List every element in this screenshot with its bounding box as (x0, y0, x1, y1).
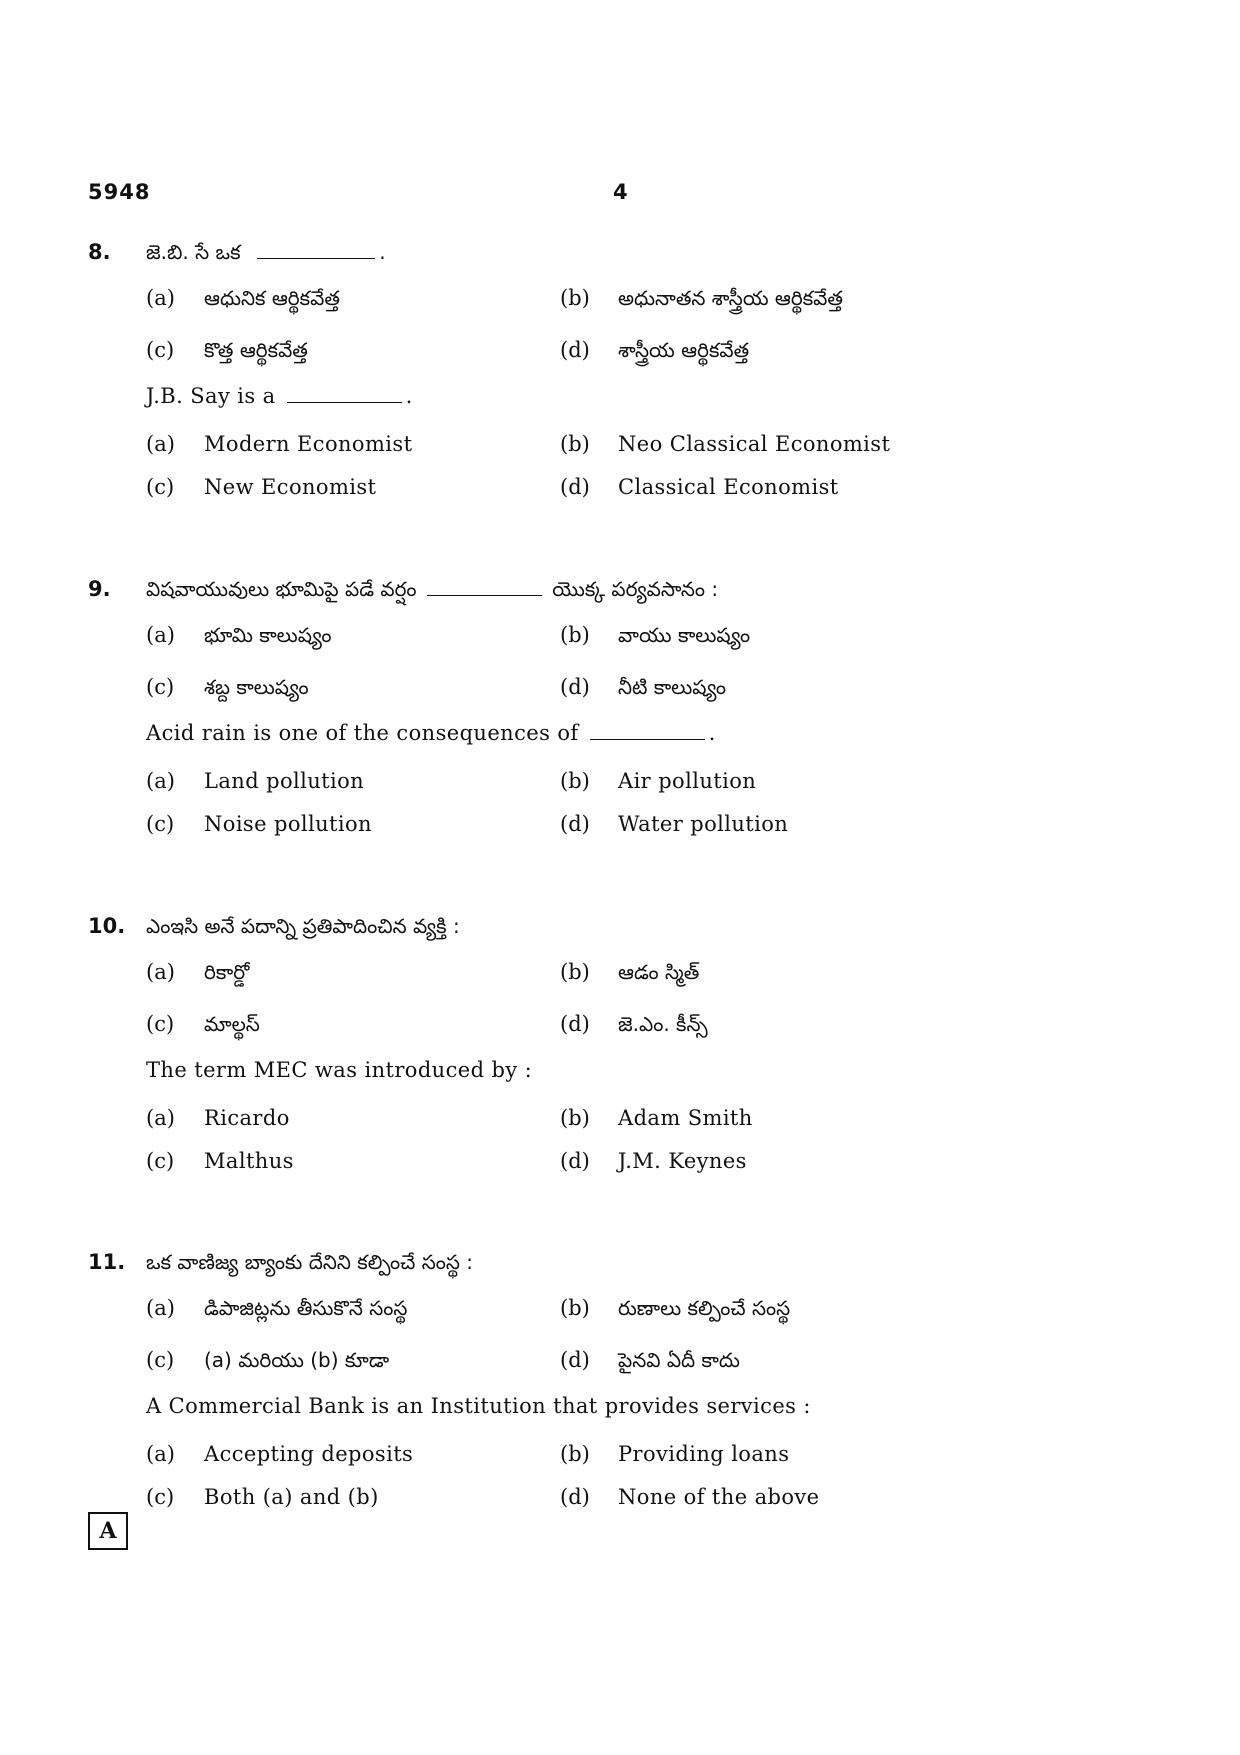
option-text: Malthus (204, 1149, 294, 1173)
english-options-row-1 (88, 1432, 1148, 1475)
question-text-telugu-part2: యొక్క పర్యవసానం : (552, 577, 719, 601)
option-text: శాస్త్రీయ ఆర్థికవేత్త (618, 338, 750, 362)
question-text-english-part1: J.B. Say is a (146, 384, 276, 408)
option-label: (c) (146, 812, 175, 836)
paper-code: 5948 (88, 180, 151, 204)
option-label: (d) (560, 812, 590, 836)
option-text: Both (a) and (b) (204, 1485, 379, 1509)
option-text: రికార్డో (204, 960, 250, 984)
option-text: వాయు కాలుష్యం (618, 623, 751, 647)
telugu-options-row-1 (88, 1286, 1148, 1338)
option-label: (a) (146, 432, 175, 456)
telugu-options-row-2 (88, 665, 1148, 717)
english-options-row-2 (88, 802, 1148, 845)
option-text: ఆధునిక ఆర్థికవేత్త (204, 286, 340, 310)
question-10 (88, 910, 1148, 1182)
option-label: (a) (146, 623, 175, 647)
option-text: Classical Economist (618, 475, 839, 499)
english-options-row-1 (88, 422, 1148, 465)
question-text-telugu-part2: . (379, 240, 386, 264)
answer-blank (590, 721, 705, 740)
question-text-english (146, 721, 716, 745)
option-text: నీటి కాలుష్యం (618, 675, 727, 699)
english-options-row-1 (88, 759, 1148, 802)
question-english-line (88, 717, 1148, 759)
option-label: (d) (560, 338, 590, 362)
option-label: (d) (560, 1485, 590, 1509)
option-text: None of the above (618, 1485, 820, 1509)
option-label: (b) (560, 432, 590, 456)
question-text-telugu-part1: జె.బి. సే ఒక (146, 240, 241, 264)
option-text: ఆడం స్మిత్ (618, 960, 700, 984)
english-options-row-2 (88, 1139, 1148, 1182)
question-number: 10. (88, 914, 126, 938)
option-text: Air pollution (618, 769, 757, 793)
option-text: పైనవి ఏదీ కాదు (618, 1348, 740, 1372)
option-text: రుణాలు కల్పించే సంస్థ (618, 1296, 791, 1320)
option-label: (b) (560, 623, 590, 647)
option-label: (c) (146, 1348, 175, 1372)
option-label: (d) (560, 1348, 590, 1372)
question-english-line (88, 1390, 1148, 1432)
option-label: (c) (146, 1149, 175, 1173)
telugu-options-row-2 (88, 328, 1148, 380)
answer-blank (427, 577, 542, 596)
option-text: శబ్ద కాలుష్యం (204, 675, 309, 699)
option-label: (d) (560, 1149, 590, 1173)
option-text: Neo Classical Economist (618, 432, 891, 456)
option-text: డిపాజిట్లను తీసుకొనే సంస్థ (204, 1296, 408, 1320)
option-label: (b) (560, 1106, 590, 1130)
question-number: 9. (88, 577, 111, 601)
option-text: Ricardo (204, 1106, 290, 1130)
question-telugu-line (88, 236, 1148, 276)
page-number: 4 (613, 180, 628, 204)
question-9 (88, 573, 1148, 845)
option-label: (b) (560, 286, 590, 310)
telugu-options-row-2 (88, 1338, 1148, 1390)
english-options-row-2 (88, 465, 1148, 508)
option-text: జె.ఎం. కీన్స్ (618, 1012, 708, 1036)
telugu-options-row-1 (88, 276, 1148, 328)
option-label: (b) (560, 1296, 590, 1320)
question-telugu-line (88, 1246, 1148, 1286)
option-text: (a) మరియు (b) కూడా (204, 1348, 390, 1372)
telugu-options-row-2 (88, 1002, 1148, 1054)
option-text: Noise pollution (204, 812, 372, 836)
option-text: భూమి కాలుష్యం (204, 623, 332, 647)
answer-blank (287, 384, 402, 403)
answer-blank (257, 240, 375, 259)
option-label: (a) (146, 1106, 175, 1130)
option-label: (d) (560, 675, 590, 699)
question-text-telugu: ఒక వాణిజ్య బ్యాంకు దేనిని కల్పించే సంస్థ : (146, 1250, 474, 1274)
question-telugu-line (88, 573, 1148, 613)
question-number: 8. (88, 240, 111, 264)
option-label: (c) (146, 1012, 175, 1036)
question-text-telugu (146, 577, 718, 606)
telugu-options-row-1 (88, 613, 1148, 665)
option-label: (b) (560, 769, 590, 793)
question-english-line (88, 1054, 1148, 1096)
question-english-line (88, 380, 1148, 422)
question-text-english (146, 384, 413, 408)
option-label: (a) (146, 960, 175, 984)
option-text: Modern Economist (204, 432, 413, 456)
question-8 (88, 236, 1148, 508)
option-text: కొత్త ఆర్థికవేత్త (204, 338, 308, 362)
option-label: (a) (146, 1296, 175, 1320)
question-text-english-part1: Acid rain is one of the consequences of (146, 721, 579, 745)
option-label: (b) (560, 1442, 590, 1466)
option-label: (c) (146, 675, 175, 699)
option-text: Providing loans (618, 1442, 790, 1466)
option-text: Land pollution (204, 769, 365, 793)
option-text: New Economist (204, 475, 377, 499)
option-text: అధునాతన శాస్త్రీయ ఆర్థికవేత్త (618, 286, 843, 310)
option-label: (c) (146, 338, 175, 362)
question-11 (88, 1246, 1148, 1518)
question-text-telugu-part1: విషవాయువులు భూమిపై పడే వర్షం (146, 577, 417, 601)
option-label: (a) (146, 286, 175, 310)
question-telugu-line (88, 910, 1148, 950)
question-text-english-part2: . (708, 721, 716, 745)
question-text-english: A Commercial Bank is an Institution that provides services : (146, 1394, 811, 1418)
option-label: (d) (560, 475, 590, 499)
question-text-english-part2: . (405, 384, 413, 408)
option-label: (c) (146, 475, 175, 499)
page-header (88, 180, 1148, 216)
option-label: (c) (146, 1485, 175, 1509)
english-options-row-2 (88, 1475, 1148, 1518)
option-text: మాల్థస్ (204, 1012, 260, 1036)
question-text-english: The term MEC was introduced by : (146, 1058, 533, 1082)
option-text: Water pollution (618, 812, 789, 836)
english-options-row-1 (88, 1096, 1148, 1139)
option-label: (d) (560, 1012, 590, 1036)
option-label: (a) (146, 769, 175, 793)
booklet-series-box: A (88, 1512, 128, 1550)
option-text: Accepting deposits (204, 1442, 414, 1466)
question-number: 11. (88, 1250, 126, 1274)
option-text: J.M. Keynes (618, 1149, 747, 1173)
option-label: (a) (146, 1442, 175, 1466)
option-text: Adam Smith (618, 1106, 753, 1130)
question-text-telugu: ఎంఇసి అనే పదాన్ని ప్రతిపాదించిన వ్యక్తి : (146, 914, 460, 938)
option-label: (b) (560, 960, 590, 984)
telugu-options-row-1 (88, 950, 1148, 1002)
question-text-telugu (146, 240, 386, 269)
